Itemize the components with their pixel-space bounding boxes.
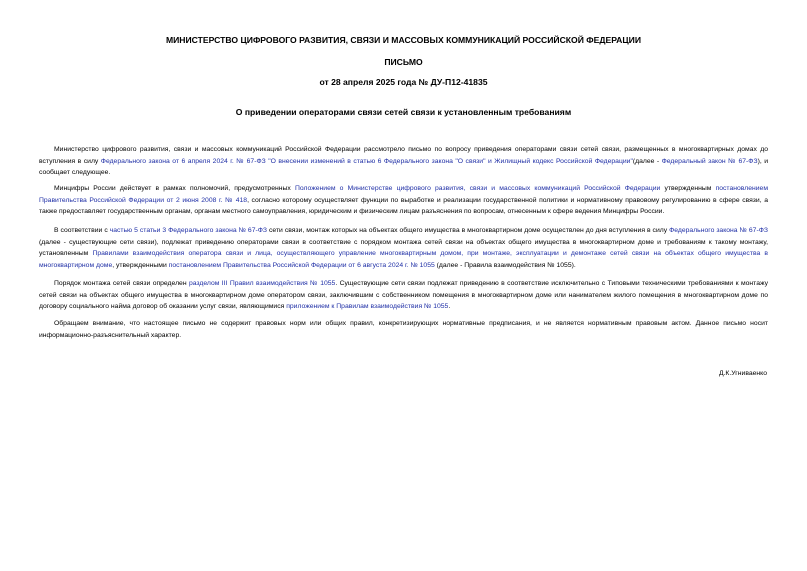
- paragraph-text: Министерство цифрового развития, связи и массовых коммуникаций Российской Федерации рассмотрело письмо по вопросу приведения операторами связи сетей связи, размещенных в многоквартирных домах до вступления в силу: [39, 146, 768, 165]
- signature: Д.К.Угниваенко: [718, 370, 767, 377]
- subject-heading: О приведении операторами связи сетей связи к установленным требованиям: [235, 107, 572, 117]
- law-67-fz-link-2[interactable]: Федерального закона № 67-ФЗ: [669, 227, 768, 234]
- paragraph-text: Порядок монтажа сетей связи определен: [54, 280, 189, 287]
- paragraph-1: [39, 144, 768, 179]
- paragraph-text: сети связи, монтаж которых на объектах общего имущества в многоквартирном доме осуществлен до дня вступления в силу: [267, 227, 670, 234]
- article-3-part-5-link[interactable]: частью 5 статьи 3 Федерального закона № 67-ФЗ: [109, 227, 268, 234]
- rules-appendix-link[interactable]: приложением к Правилам взаимодействия № 1055: [286, 303, 449, 311]
- resolution-418-link[interactable]: постановлением Правительства Российской Федерации от 2 июня 2008 г. № 418: [39, 185, 768, 204]
- paragraph-text: (далее - существующие сети связи), подлежат приведению операторами связи в соответствие с порядком монтажа сетей связи на объектах общего имущества в многоквартирном доме и требованиям к такому монтажу, установленным: [39, 238, 768, 258]
- paragraph-text: , утвержденными: [112, 261, 169, 269]
- paragraph-text: , согласно которому осуществляет функции по выработке и реализации государственной политики и нормативному правовому регулированию в сфере связи, а также предоставляет государственным органам, органам местного самоуправления, юридическим и физическим лицам разъяснения по вопросам, отнесенным к сфере ведения Минцифры России.: [39, 196, 768, 216]
- resolution-1055-link[interactable]: постановлением Правительства Российской Федерации от 6 августа 2024 г. № 1055: [168, 261, 435, 269]
- law-67-fz-short-link[interactable]: Федеральный закон № 67-ФЗ: [661, 157, 758, 165]
- ministry-regulation-link[interactable]: Положением о Министерстве цифрового развития, связи и массовых коммуникаций Российской Федерации: [294, 185, 661, 192]
- paragraph-text: В соответствии с: [54, 227, 110, 234]
- paragraph-text: .: [448, 303, 451, 311]
- paragraph-5: [39, 318, 768, 341]
- paragraph-text: . Существующие сети связи подлежат приведению в соответствие исключительно с Типовыми техническими требованиями к монтажу сетей связи на объектах общего имущества в многоквартирном доме оператором связи, заключившим с собственником помещения в многоквартирном доме или нанимателем жилого помещения в многоквартирном доме по договору социального найма договор об оказании услуг связи, являющимися: [39, 280, 768, 311]
- paragraph-text: ), и сообщает следующее.: [39, 157, 769, 177]
- paragraph-text: (далее - Правила взаимодействия № 1055).: [434, 261, 576, 269]
- date-number-heading: от 28 апреля 2025 года № ДУ-П12-41835: [319, 77, 488, 87]
- law-67-fz-link[interactable]: Федерального закона от 6 апреля 2024 г. № 67-ФЗ "О внесении изменений в статью 6 Федерального закона "О связи" и Жилищный кодекс Российской Федерации": [100, 157, 633, 165]
- paragraph-text: (далее -: [632, 157, 662, 165]
- paragraph-text: утвержденным: [660, 185, 716, 192]
- paragraph-text: Минцифры России действует в рамках полномочий, предусмотренных: [54, 185, 295, 192]
- paragraph-2: [39, 183, 768, 218]
- ministry-heading: МИНИСТЕРСТВО ЦИФРОВОГО РАЗВИТИЯ, СВЯЗИ И МАССОВЫХ КОММУНИКАЦИЙ РОССИЙСКОЙ ФЕДЕРАЦИИ: [165, 35, 642, 45]
- paragraph-4: [39, 278, 768, 313]
- paragraph-text: Обращаем внимание, что настоящее письмо не содержит правовых норм или общих правил, конкретизирующих нормативные предписания, и не является нормативным правовым актом. Данное письмо носит информационно-разъяснительный характер.: [39, 320, 768, 339]
- document-type-heading: ПИСЬМО: [384, 57, 423, 67]
- paragraph-3: [39, 225, 768, 271]
- section-iii-rules-link[interactable]: разделом III Правил взаимодействия № 1055: [188, 280, 336, 287]
- interaction-rules-link[interactable]: Правилами взаимодействия оператора связи и лица, осуществляющего управление многоквартирным домом, при монтаже, эксплуатации и демонтаже сетей связи на объектах общего имущества в многоквартирном доме: [39, 250, 768, 269]
